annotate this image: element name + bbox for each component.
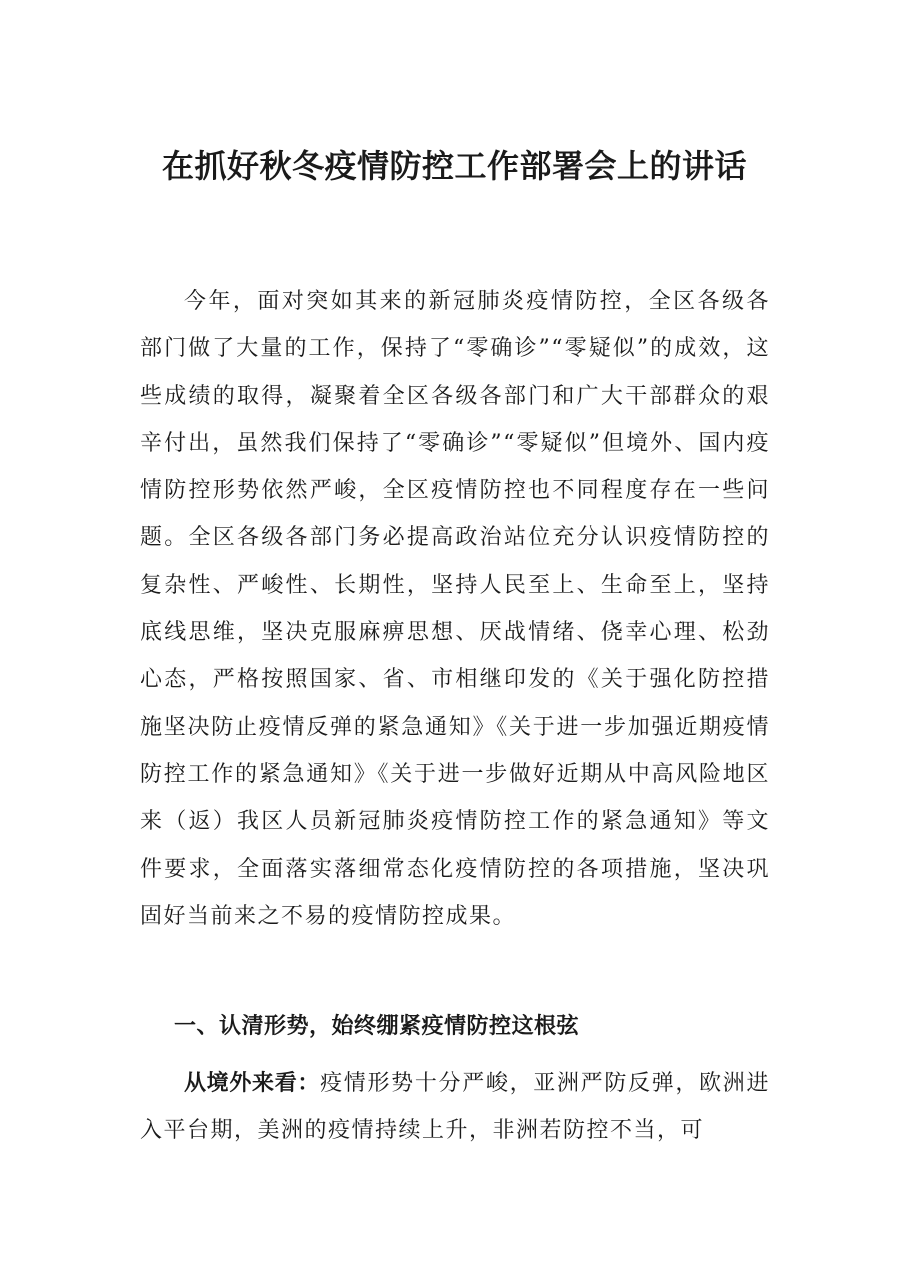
overseas-paragraph-text: 疫情形势十分严峻，亚洲严防反弹，欧洲进入平台期，美洲的疫情持续上升，非洲若防控不当，可 <box>140 1071 770 1144</box>
overseas-section <box>140 1060 770 1155</box>
document-title: 在抓好秋冬疫情防控工作部署会上的讲话 <box>161 147 747 185</box>
intro-section <box>140 278 770 940</box>
overseas-paragraph <box>140 1060 770 1155</box>
section-heading: 一、认清形势，始终绷紧疫情防控这根弦 <box>174 1014 580 1039</box>
overseas-paragraph-lead: 从境外来看： <box>184 1071 321 1096</box>
intro-paragraph: 今年，面对突如其来的新冠肺炎疫情防控，全区各级各部门做了大量的工作，保持了“零确诊”“零疑似”的成效，这些成绩的取得，凝聚着全区各级各部门和广大干部群众的艰辛付出，虽然我们保持了“零确诊”“零疑似”但境外、国内疫情防控形势依然严峻，全区疫情防控也不同程度存在一些问题。全区各级各部门务必提高政治站位充分认识疫情防控的复杂性、严峻性、长期性，坚持人民至上、生命至上，坚持底线思维，坚决克服麻痹思想、厌战情绪、侥幸心理、松劲心态，严格按照国家、省、市相继印发的《关于强化防控措施坚决防止疫情反弹的紧急通知》《关于进一步加强近期疫情防控工作的紧急通知》《关于进一步做好近期从中高风险地区来（返）我区人员新冠肺炎疫情防控工作的紧急通知》等文件要求，全面落实落细常态化疫情防控的各项措施，坚决巩固好当前来之不易的疫情防控成果。 <box>140 289 770 929</box>
